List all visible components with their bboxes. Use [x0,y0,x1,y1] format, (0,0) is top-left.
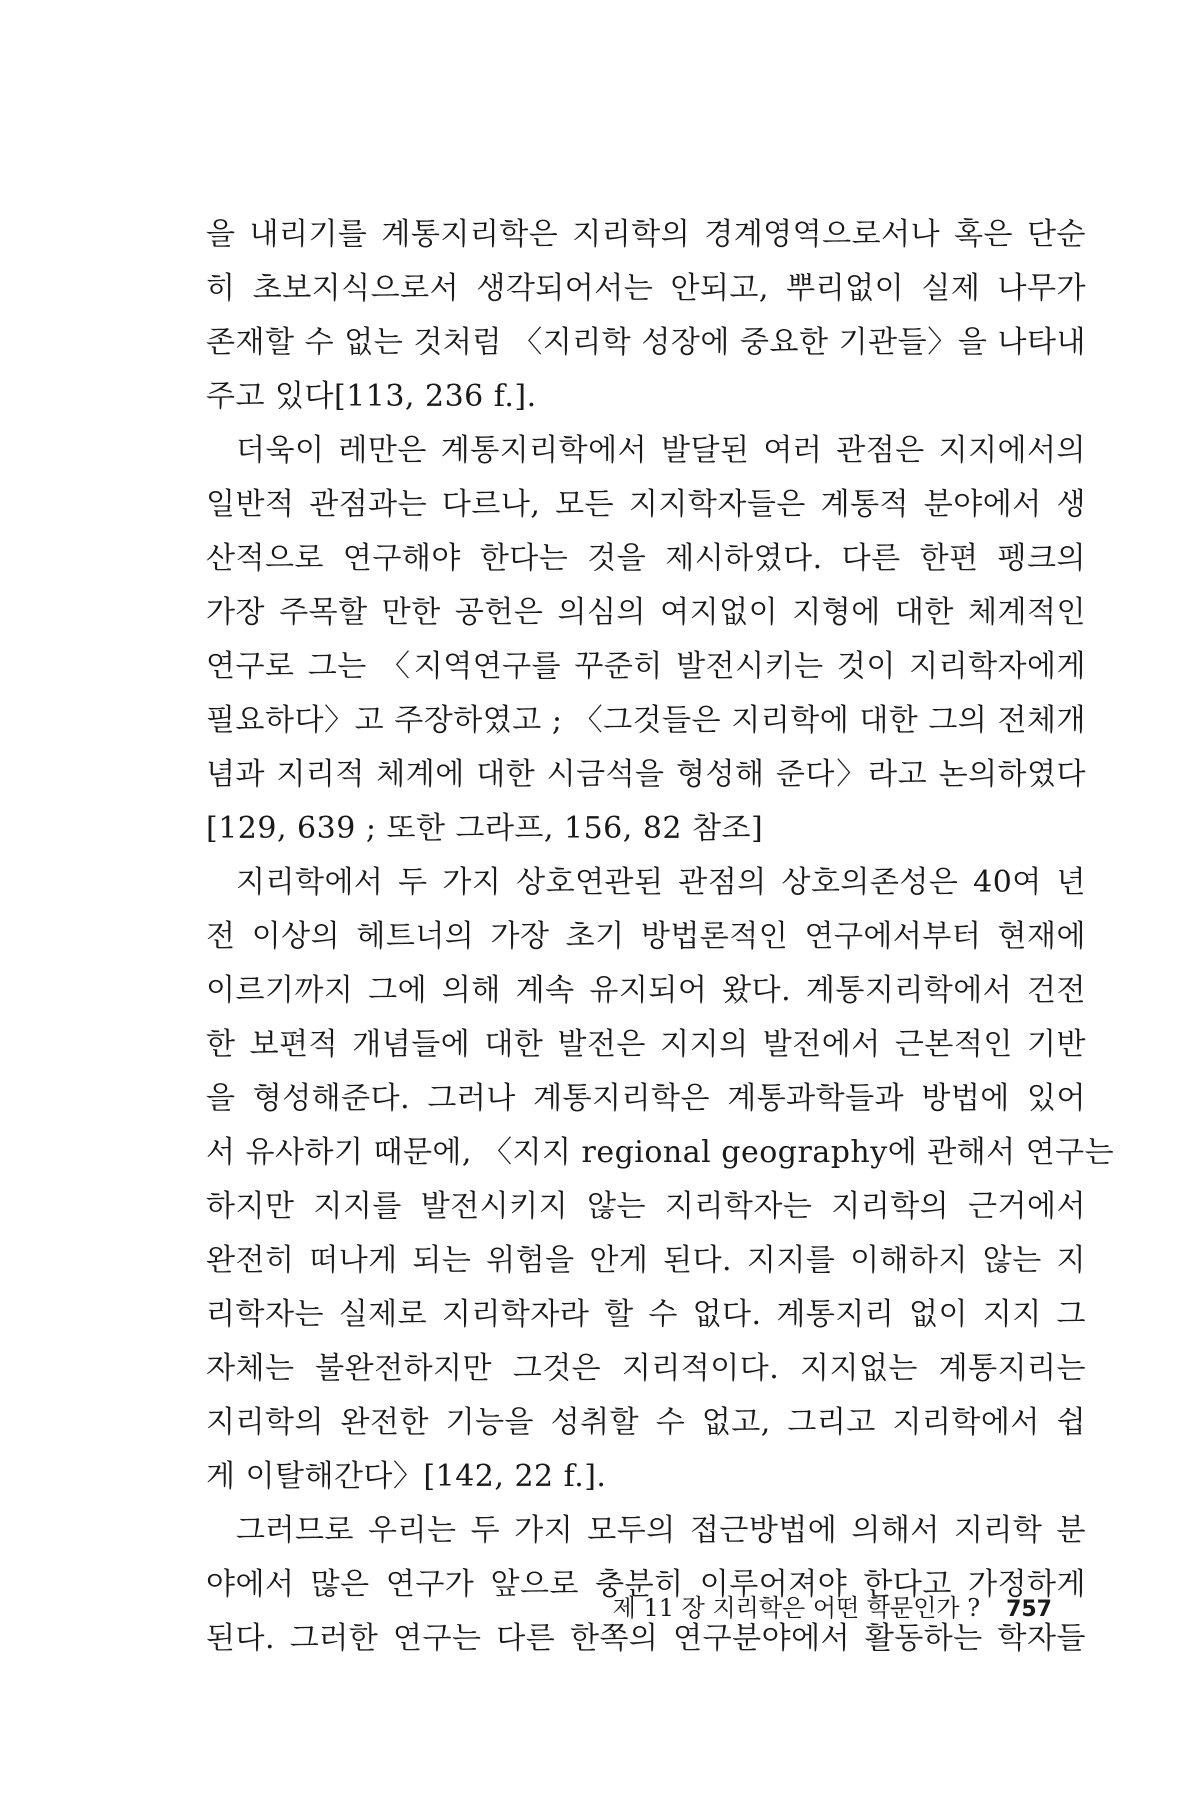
text-line: 필요하다〉고 주장하였고 ; 〈그것들은 지리학에 대한 그의 전체개 [206,703,1086,738]
text-line: 산적으로 연구해야 한다는 것을 제시하였다. 다른 한편 펭크의 [206,541,1086,576]
text-line: 일반적 관점과는 다르나, 모든 지지학자들은 계통적 분야에서 생 [206,487,1086,522]
text-line: 념과 지리적 체계에 대한 시금석을 형성해 준다〉라고 논의하였다 [206,757,1086,792]
text-line: 존재할 수 없는 것처럼 〈지리학 성장에 중요한 기관들〉을 나타내 [206,325,1086,360]
page-footer [613,1588,1052,1628]
text-line: 이르기까지 그에 의해 계속 유지되어 왔다. 계통지리학에서 건전 [206,973,1086,1008]
text-line: 지리학의 완전한 기능을 성취할 수 없고, 그리고 지리학에서 쉽 [206,1405,1086,1440]
text-line: 주고 있다[113, 236 f.]. [206,379,537,414]
text-line: 서 유사하기 때문에, 〈지지 regional geography에 관해서 연구는 [206,1135,1115,1170]
paragraph-first-line: 지리학에서 두 가지 상호연관된 관점의 상호의존성은 40여 년 [236,865,1086,900]
body-text [206,208,1115,1666]
text-line: 게 이탈해간다〉[142, 22 f.]. [206,1459,607,1494]
chapter-title: 제 11 장 지리학은 어떤 학문인가 ? [612,1594,981,1622]
text-line: 야에서 많은 연구가 앞으로 충분히 이루어져야 한다고 가정하게 [206,1567,1086,1602]
text-line: 리학자는 실제로 지리학자라 할 수 없다. 계통지리 없이 지지 그 [206,1297,1086,1332]
text-line: 한 보편적 개념들에 대한 발전은 지지의 발전에서 근본적인 기반 [206,1027,1086,1062]
text-line: 가장 주목할 만한 공헌은 의심의 여지없이 지형에 대한 체계적인 [206,595,1086,630]
text-line: 된다. 그러한 연구는 다른 한쪽의 연구분야에서 활동하는 학자들 [206,1621,1086,1656]
text-line: [129, 639 ; 또한 그라프, 156, 82 참조] [206,811,764,846]
text-line: 자체는 불완전하지만 그것은 지리적이다. 지지없는 계통지리는 [206,1351,1086,1386]
text-line: 하지만 지지를 발전시키지 않는 지리학자는 지리학의 근거에서 [206,1189,1086,1224]
text-line: 히 초보지식으로서 생각되어서는 안되고, 뿌리없이 실제 나무가 [206,271,1086,306]
text-line: 완전히 떠나게 되는 위험을 안게 된다. 지지를 이해하지 않는 지 [206,1243,1086,1278]
paragraph-first-line: 더욱이 레만은 계통지리학에서 발달된 여러 관점은 지지에서의 [236,433,1086,468]
page-number: 757 [1006,1597,1052,1622]
text-line: 전 이상의 헤트너의 가장 초기 방법론적인 연구에서부터 현재에 [206,919,1086,954]
paragraph-first-line: 그러므로 우리는 두 가지 모두의 접근방법에 의해서 지리학 분 [236,1513,1086,1548]
text-line: 을 형성해준다. 그러나 계통지리학은 계통과학들과 방법에 있어 [206,1081,1086,1116]
text-line: 연구로 그는 〈지역연구를 꾸준히 발전시키는 것이 지리학자에게 [206,649,1086,684]
text-line: 을 내리기를 계통지리학은 지리학의 경계영역으로서나 혹은 단순 [206,217,1086,252]
